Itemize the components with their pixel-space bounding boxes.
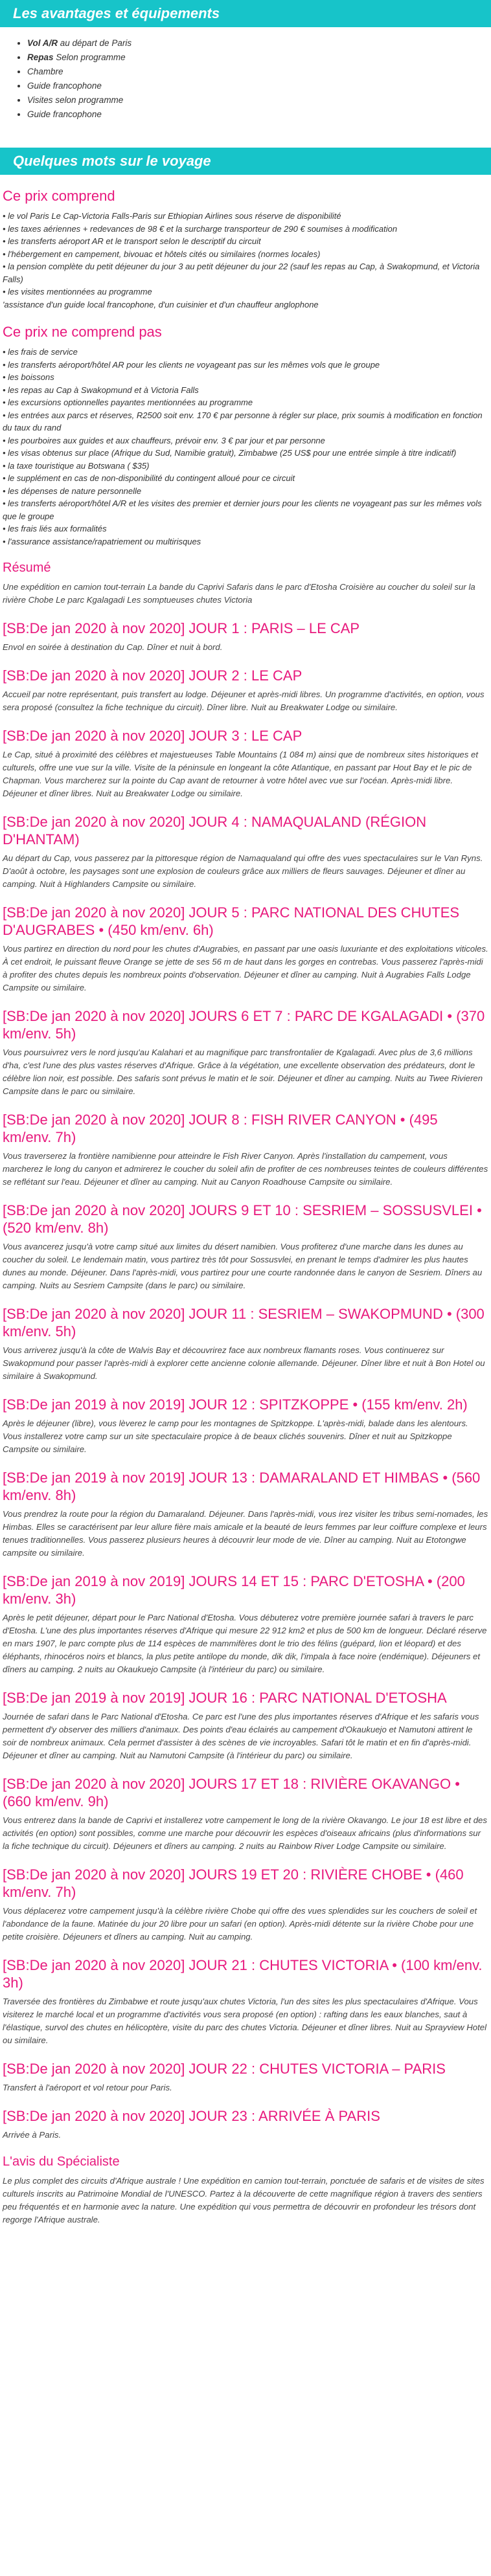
day-title: [SB:De jan 2019 à nov 2019] JOURS 14 ET 15 : PARC D'ETOSHA • (200 km/env. 3h) <box>3 1573 465 1607</box>
itinerary-day <box>3 1956 488 2047</box>
day-description: Envol en soirée à destination du Cap. Dîner et nuit à bord. <box>3 642 223 652</box>
itinerary-day <box>3 1007 488 1098</box>
advantage-item-text: Visites selon programme <box>27 95 124 105</box>
excluded-item: • les excursions optionnelles payantes mentionnées au programme <box>3 398 253 407</box>
included-list <box>3 210 488 311</box>
day-title: [SB:De jan 2020 à nov 2020] JOURS 6 ET 7 : PARC DE KGALAGADI • (370 km/env. 5h) <box>3 1008 485 1042</box>
day-description: Arrivée à Paris. <box>3 2130 62 2140</box>
day-description: Vous arriverez jusqu'à la côte de Walvis Bay et découvrirez face aux nombreux flamants roses. Vous continuerez sur Swakopmund pour passer l'après-midi à explorer cette ancienne colonie allemande. Déjeuner. Dîner libre et nuit à Bon Hotel ou similaire à Swakopmund. <box>3 1345 485 1381</box>
itinerary-day <box>3 1202 488 1292</box>
advantage-item <box>27 79 491 93</box>
advantage-item-text: au départ de Paris <box>58 38 132 48</box>
excluded-item: • les dépenses de nature personnelle <box>3 486 142 496</box>
itinerary-day <box>3 1775 488 1853</box>
excluded-item: • les visas obtenus sur place (Afrique du Sud, Namibie gratuit), Zimbabwe (25 US$ pour une entrée simple à titre indicatif) <box>3 448 457 458</box>
day-title: [SB:De jan 2020 à nov 2020] JOUR 21 : CHUTES VICTORIA • (100 km/env. 3h) <box>3 1957 483 1991</box>
itinerary-day <box>3 1469 488 1560</box>
included-item: • la pension complète du petit déjeuner du jour 3 au petit déjeuner du jour 22 (sauf les repas au Cap, à Swakopmund, et Victoria Falls) <box>3 262 480 284</box>
day-description: Traversée des frontières du Zimbabwe et route jusqu'aux chutes Victoria, l'un des sites les plus spectaculaires d'Afrique. Vous visiterez le marché local et un programme d'activités vous sera proposé (en option) : rafting dans les eaux blanches, saut à l'élastique, survol des chutes en hélicoptère, visite du parc des chutes Victoria. Déjeuner et dîner libres. Nuit au Sprayview Hotel ou similaire. <box>3 1997 487 2045</box>
specialist-text: Le plus complet des circuits d'Afrique australe ! Une expédition en camion tout-terrain, ponctuée de safaris et de visites de sites culturels inscrits au Patrimoine Mondial de l'UNESCO. Partez à la découverte de cette magnifique région à travers des sentiers peu fréquentés et en harmonie avec la nature. Une expédition qui vous permettra de découvrir en profondeur les trésors dont regorge l'Afrique australe. <box>3 2176 485 2224</box>
day-title: [SB:De jan 2019 à nov 2019] JOUR 16 : PARC NATIONAL D'ETOSHA <box>3 1690 447 1706</box>
day-description: Après le petit déjeuner, départ pour le Parc National d'Etosha. Vous débuterez votre première journée safari à travers le parc d'Etosha. L'une des plus importantes réserves d'Afrique qui mesure 22 912 km2 et plus de 500 km de longueur. Déclaré réserve en mars 1907, le parc compte plus de 114 espèces de mammifères dont le trio des félins (guépard, lion et léopard) et des éléphants, rhinocéros noirs et blancs, la plus petite antilope du monde, dik dik, l'impala à face noire (endémique). Déjeuners et dîners au camping. 2 nuits au Okaukuejo Campsite (à l'intérieur du parc) ou similaire. <box>3 1613 487 1674</box>
excluded-item: • l'assurance assistance/rapatriement ou multirisques <box>3 536 201 546</box>
included-title: Ce prix comprend <box>3 188 115 204</box>
day-title: [SB:De jan 2020 à nov 2020] JOUR 4 : NAMAQUALAND (RÉGION D'HANTAM) <box>3 814 427 847</box>
included-item: • l'hébergement en campement, bivouac et hôtels cités ou similaires (normes locales) <box>3 249 321 259</box>
excluded-item: • les transferts aéroport/hôtel AR pour les clients ne voyageant pas sur les mêmes vols que le groupe <box>3 359 380 370</box>
excluded-item: • les frais de service <box>3 347 78 357</box>
day-title: [SB:De jan 2020 à nov 2020] JOURS 19 ET 20 : RIVIÈRE CHOBE • (460 km/env. 7h) <box>3 1866 464 1900</box>
advantage-item-bold: Vol A/R <box>27 38 58 48</box>
advantages-banner: Les avantages et équipements <box>0 0 491 27</box>
day-description: Vous poursuivrez vers le nord jusqu'au Kalahari et au magnifique parc transfrontalier de Kgalagadi. Avec plus de 3,6 millions d'ha, c'est l'une des plus vastes réserves d'Afrique. Grâce à la végétation, une excellente observation des prédateurs, dont le célèbre lion noir, est possible. Des safaris sont prévus le matin et le soir. Déjeuner et dîner au camping. Nuits au Twee Rivieren Campsite dans le parc ou similaire. <box>3 1047 483 1096</box>
day-title: [SB:De jan 2020 à nov 2020] JOUR 11 : SESRIEM – SWAKOPMUND • (300 km/env. 5h) <box>3 1306 485 1339</box>
itinerary-day <box>3 1866 488 1943</box>
excluded-item: • le supplément en cas de non-disponibilité du contingent alloué pour ce circuit <box>3 473 295 483</box>
included-item: • les visites mentionnées au programme <box>3 287 152 297</box>
summary-title: Résumé <box>3 561 51 575</box>
advantage-item-bold: Repas <box>27 52 54 62</box>
included-item: • le vol Paris Le Cap-Victoria Falls-Paris sur Ethiopian Airlines sous réserve de disponibilité <box>3 211 341 221</box>
excluded-list <box>3 346 488 548</box>
itinerary-day <box>3 1573 488 1676</box>
day-title: [SB:De jan 2020 à nov 2020] JOUR 8 : FISH RIVER CANYON • (495 km/env. 7h) <box>3 1112 438 1145</box>
day-description: Vous entrerez dans la bande de Caprivi et installerez votre campement le long de la rivière Okavango. Le jour 18 est libre et des activités (en option) sont possibles, comme une marche pour découvrir les espèces d'oiseaux africains (plus d'informations sur la fiche technique du circuit). Déjeuners et dîners au camping. 2 nuits au Rainbow River Lodge Campsite ou similaire. <box>3 1815 487 1851</box>
day-title: [SB:De jan 2020 à nov 2020] JOUR 22 : CHUTES VICTORIA – PARIS <box>3 2061 446 2077</box>
day-description: Au départ du Cap, vous passerez par la pittoresque région de Namaqualand qui offre des vues spectaculaires sur le Van Ryns. D'août à octobre, les paysages sont une explosion de couleurs grâce aux milliers de fleurs sauvages. Déjeuner et dîner au camping. Nuit à Highlanders Campsite ou similaire. <box>3 853 483 889</box>
advantage-item <box>27 93 491 107</box>
itinerary <box>3 620 488 2142</box>
excluded-item: • les transferts aéroport/hôtel A/R et les visites des premier et dernier jours pour les clients ne voyageant pas sur les mêmes vols que le groupe <box>3 498 482 521</box>
day-description: Vous traverserez la frontière namibienne pour atteindre le Fish River Canyon. Après l'installation du campement, vous marcherez le long du canyon et admirerez le coucher du soleil afin de profiter de ces nombreuses teintes de couleurs différentes se reflétant sur l'eau. Déjeuner et dîner au camping. Nuit au Canyon Roadhouse Campsite ou similaire. <box>3 1151 488 1187</box>
itinerary-day <box>3 1305 488 1383</box>
advantage-item-text: Selon programme <box>53 52 126 62</box>
day-title: [SB:De jan 2020 à nov 2020] JOUR 3 : LE CAP <box>3 728 303 744</box>
day-description: Le Cap, situé à proximité des célèbres et majestueuses Table Mountains (1 084 m) ainsi que de nombreux sites historiques et culturels, offre une vue sur la ville. Visite de la péninsule en longeant la côte Atlantique, en passant par Hout Bay et le pic de Chapman. Vous marcherez sur la pointe du Cap avant de retourner à votre hôtel avec vue sur l'océan. Après-midi libre. Déjeuner et dîner libres. Nuit au Breakwater Lodge ou similaire. <box>3 750 479 798</box>
advantage-item <box>27 36 491 50</box>
itinerary-day <box>3 1396 488 1456</box>
day-description: Vous partirez en direction du nord pour les chutes d'Augrabies, en passant par une oasis luxuriante et des exploitations viticoles. À cet endroit, le puissant fleuve Orange se jette de ses 56 m de haut dans les gorges en contrebas. Vous passerez l'après-midi à profiter des chutes depuis les nombreux points d'observation. Déjeuner et dîner au camping. Nuit à Augrabies Falls Lodge Campsite ou similaire. <box>3 944 488 992</box>
day-description: Transfert à l'aéroport et vol retour pour Paris. <box>3 2083 172 2092</box>
advantage-item <box>27 65 491 79</box>
day-title: [SB:De jan 2020 à nov 2020] JOURS 17 ET 18 : RIVIÈRE OKAVANGO • (660 km/env. 9h) <box>3 1776 460 1809</box>
itinerary-day <box>3 2060 488 2094</box>
advantage-item-text: Guide francophone <box>27 109 102 119</box>
excluded-item: • les repas au Cap à Swakopmund et à Victoria Falls <box>3 385 199 395</box>
itinerary-day <box>3 813 488 891</box>
excluded-item: • les frais liés aux formalités <box>3 524 107 533</box>
advantage-item-text: Guide francophone <box>27 81 102 91</box>
advantage-item <box>27 107 491 122</box>
day-description: Vous déplacerez votre campement jusqu'à la célèbre rivière Chobe qui offre des vues splendides sur les couchers de soleil et l'abondance de la faune. Matinée du jour 20 libre pour un safari (en option). Après-midi détente sur la rivière Chobe pour une petite croisière. Déjeuners et dîners au camping. Nuit au camping. <box>3 1906 477 1942</box>
excluded-item: • les entrées aux parcs et réserves, R2500 soit env. 170 € par personne à régler sur place, prix soumis à modification en fonction du taux du rand <box>3 410 483 432</box>
day-title: [SB:De jan 2020 à nov 2020] JOUR 1 : PARIS – LE CAP <box>3 620 360 636</box>
included-item: • les taxes aériennes + redevances de 98 € et la surcharge transporteur de 290 € soumises à modification <box>3 223 398 234</box>
itinerary-day <box>3 1689 488 1762</box>
advantage-item-text: Chambre <box>27 67 63 76</box>
itinerary-day <box>3 1111 488 1189</box>
day-title: [SB:De jan 2020 à nov 2020] JOURS 9 ET 10 : SESRIEM – SOSSUSVLEI • (520 km/env. 8h) <box>3 1202 482 1236</box>
specialist-title: L'avis du Spécialiste <box>3 2155 120 2169</box>
itinerary-day <box>3 2107 488 2142</box>
day-description: Accueil par notre représentant, puis transfert au lodge. Déjeuner et après-midi libres. Un programme d'activités, en option, vous sera proposé (consultez la fiche technique du circuit). Dîner libre. Nuit au Breakwater Lodge ou similaire. <box>3 689 485 712</box>
included-item: • les transferts aéroport AR et le transport selon le descriptif du circuit <box>3 236 261 246</box>
itinerary-day <box>3 667 488 714</box>
day-description: Après le déjeuner (libre), vous lèverez le camp pour les montagnes de Spitzkoppe. L'après-midi, balade dans les alentours. Vous installerez votre camp sur un site spectaculaire propice à de beaux clichés souvenirs. Dîner et nuit au Spitzkoppe Campsite ou similaire. <box>3 1418 468 1454</box>
advantage-item <box>27 50 491 65</box>
advantages-list <box>0 36 491 122</box>
trip-content <box>0 188 491 2226</box>
about-banner: Quelques mots sur le voyage <box>0 148 491 175</box>
day-title: [SB:De jan 2020 à nov 2020] JOUR 2 : LE CAP <box>3 667 303 684</box>
excluded-item: • les pourboires aux guides et aux chauffeurs, prévoir env. 3 € par jour et par personne <box>3 435 325 445</box>
itinerary-day <box>3 620 488 654</box>
day-description: Vous avancerez jusqu'à votre camp situé aux limites du désert namibien. Vous profiterez d'une marche dans les dunes au coucher du soleil. Le lendemain matin, vous partirez très tôt pour Sossusvlei, en prenant le temps d'admirer les plus hautes dunes au monde. Déjeuner. Dans l'après-midi, vous partirez pour une courte randonnée dans le canyon de Sesriem. Dîners au camping. Nuits au Sesriem Campsite (dans le parc) ou similaire. <box>3 1242 483 1290</box>
excluded-item: • les boissons <box>3 372 54 382</box>
day-title: [SB:De jan 2020 à nov 2020] JOUR 5 : PARC NATIONAL DES CHUTES D'AUGRABES • (450 km/env. 6h) <box>3 904 460 938</box>
day-title: [SB:De jan 2020 à nov 2020] JOUR 23 : ARRIVÉE À PARIS <box>3 2108 380 2124</box>
excluded-item: • la taxe touristique au Botswana ( $35) <box>3 460 150 471</box>
included-item: 'assistance d'un guide local francophone, d'un cuisinier et d'un chauffeur anglophone <box>3 299 319 309</box>
day-description: Vous prendrez la route pour la région du Damaraland. Déjeuner. Dans l'après-midi, vous irez visiter les tribus semi-nomades, les Himbas. Elles se caractérisent par leur allure fière mais amicale et la beauté de leurs femmes par leur coiffure complexe et leurs tenues traditionnelles. Vous passerez plusieurs heures à découvrir leur mode de vie. Dîner au camping. Nuit au Etotongwe campsite ou similaire. <box>3 1509 488 1558</box>
day-title: [SB:De jan 2019 à nov 2019] JOUR 13 : DAMARALAND ET HIMBAS • (560 km/env. 8h) <box>3 1470 481 1503</box>
itinerary-day <box>3 904 488 994</box>
day-description: Journée de safari dans le Parc National d'Etosha. Ce parc est l'une des plus importantes réserves d'Afrique et les safaris vous permettent d'y observer des milliers d'animaux. Des points d'eau éclairés au campement d'Okaukuejo et Namutoni attirent le soir de nombreux animaux. Cela permet d'assister à des scènes de vie incroyables. Safari tôt le matin et en fin d'après-midi. Déjeuner et dîner au camping. Nuit au Namutoni Campsite (à l'intérieur du parc) ou similaire. <box>3 1712 479 1760</box>
excluded-title: Ce prix ne comprend pas <box>3 324 162 340</box>
summary-text: Une expédition en camion tout-terrain La bande du Caprivi Safaris dans le parc d'Etosha Croisière au coucher du soleil sur la rivière Chobe Le parc Kgalagadi Les somptueuses chutes Victoria <box>3 582 475 605</box>
day-title: [SB:De jan 2019 à nov 2019] JOUR 12 : SPITZKOPPE • (155 km/env. 2h) <box>3 1396 468 1413</box>
itinerary-day <box>3 727 488 800</box>
